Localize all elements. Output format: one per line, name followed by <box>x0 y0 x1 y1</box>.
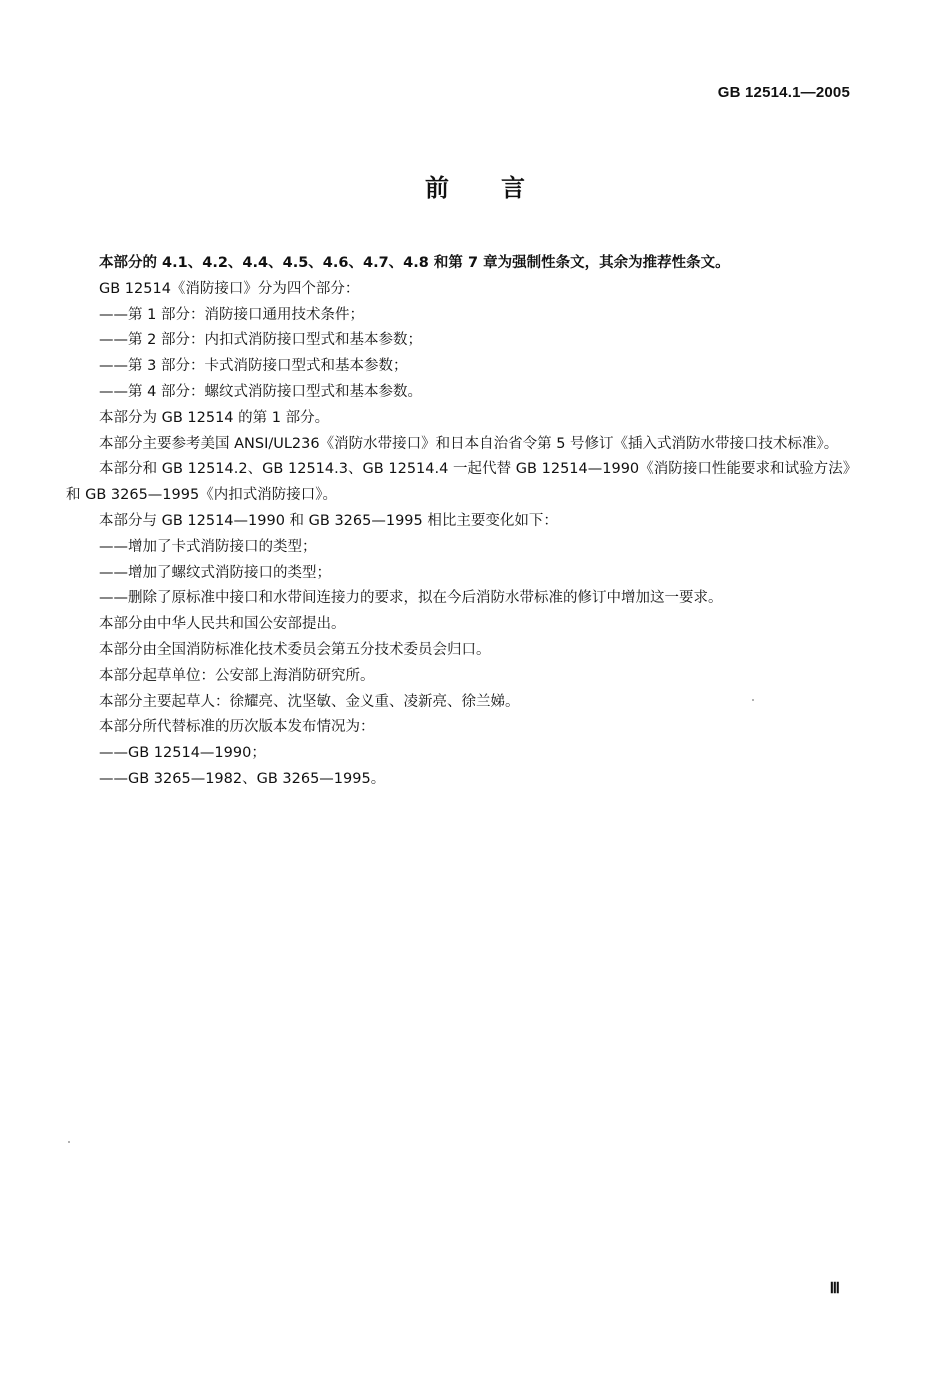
drafters-paragraph: 本部分主要起草人：徐耀亮、沈坚敏、金义重、凌新亮、徐兰娣。 <box>99 693 520 710</box>
scan-speck <box>752 699 754 701</box>
scan-speck <box>68 1141 70 1143</box>
page-title: 前言 <box>425 174 577 202</box>
part-list-item: ——第 4 部分：螺纹式消防接口型式和基本参数。 <box>99 383 422 400</box>
foreword-body <box>66 251 850 793</box>
mandatory-clauses-statement: 本部分的 4.1、4.2、4.4、4.5、4.6、4.7、4.8 和第 7 章为强制性条文，其余为推荐性条文。 <box>99 255 730 271</box>
change-list-item: ——增加了螺纹式消防接口的类型； <box>99 564 331 581</box>
history-list-item: ——GB 3265—1982、GB 3265—1995。 <box>99 770 386 787</box>
change-list-item: ——增加了卡式消防接口的类型； <box>99 538 317 555</box>
page-number: Ⅲ <box>829 1281 840 1297</box>
history-list-item: ——GB 12514—1990； <box>99 745 266 762</box>
committee-paragraph: 本部分由全国消防标准化技术委员会第五分技术委员会归口。 <box>99 641 491 658</box>
part-statement: 本部分为 GB 12514 的第 1 部分。 <box>99 409 330 426</box>
references-paragraph: 本部分主要参考美国 ANSI/UL236《消防水带接口》和日本自治省令第 5 号修订《插入式消防水带接口技术标准》。 <box>99 435 839 452</box>
part-list-item: ——第 3 部分：卡式消防接口型式和基本参数； <box>99 358 408 375</box>
part-list-item: ——第 1 部分：消防接口通用技术条件； <box>99 306 364 323</box>
proposer-paragraph: 本部分由中华人民共和国公安部提出。 <box>99 616 346 633</box>
standard-code: GB 12514.1—2005 <box>717 84 850 101</box>
parts-intro: GB 12514《消防接口》分为四个部分： <box>99 280 360 297</box>
part-list-item: ——第 2 部分：内扣式消防接口型式和基本参数； <box>99 332 422 349</box>
drafting-unit-paragraph: 本部分起草单位：公安部上海消防研究所。 <box>99 667 375 684</box>
changes-intro: 本部分与 GB 12514—1990 和 GB 3265—1995 相比主要变化如下： <box>99 512 558 529</box>
replacement-paragraph: 本部分和 GB 12514.2、GB 12514.3、GB 12514.4 一起代替 GB 12514—1990《消防接口性能要求和试验方法》和 GB 3265—1995《内扣式消防接口》。 <box>66 461 850 504</box>
change-list-item: ——删除了原标准中接口和水带间连接力的要求，拟在今后消防水带标准的修订中增加这一要求。 <box>99 590 723 607</box>
history-intro: 本部分所代替标准的历次版本发布情况为： <box>99 719 375 736</box>
